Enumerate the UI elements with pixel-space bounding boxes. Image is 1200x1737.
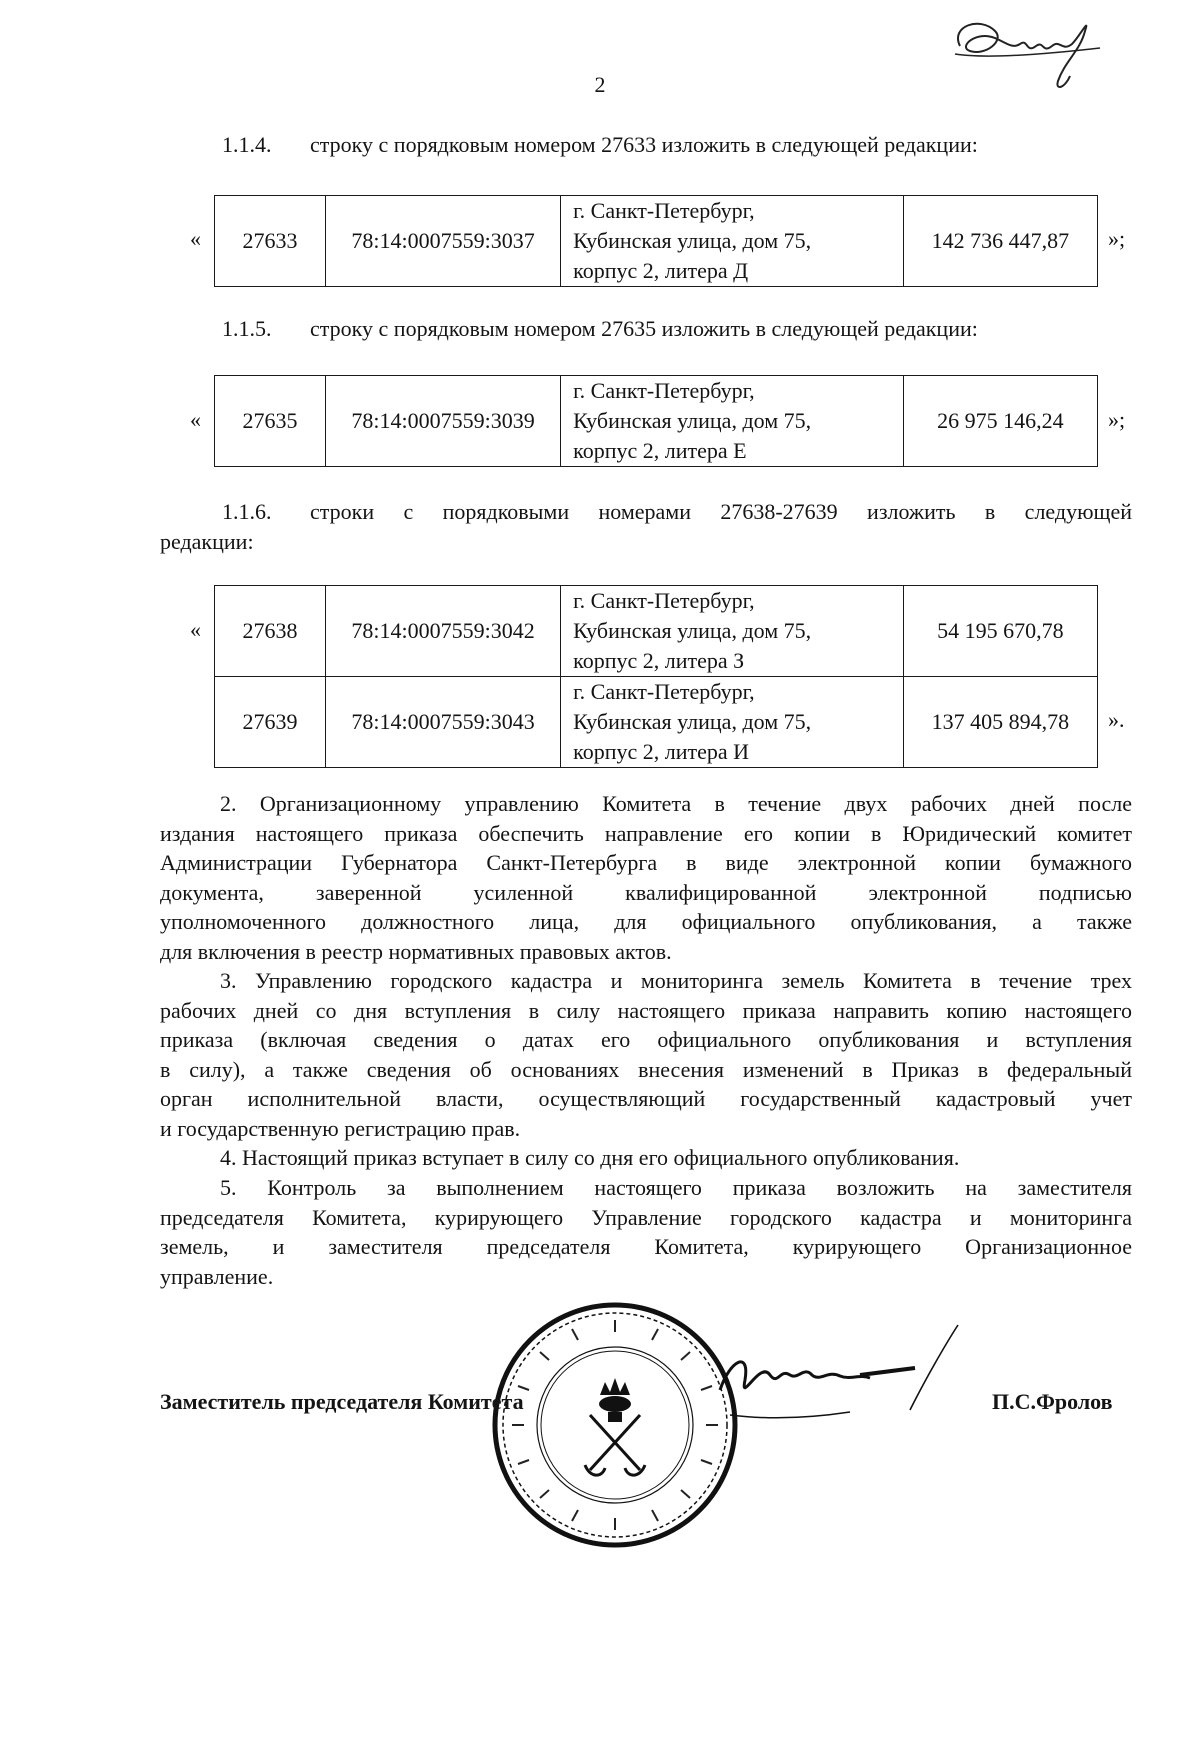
paragraph-5 [160,1173,1132,1291]
item-text: строку с порядковым номером 27633 изложить в следующей редакции: [310,132,978,157]
address-line: Кубинская улица, дом 75, [573,228,812,253]
address-line: г. Санкт-Петербург, [573,198,755,223]
item-continuation: редакции: [160,529,254,554]
paragraph-3 [160,966,1132,1143]
item-1-1-5 [0,314,1200,344]
item-text: строку с порядковым номером 27635 изложить в следующей редакции: [310,316,978,341]
register-table-27633 [214,195,1098,287]
table-row [215,677,1098,768]
paragraph-line: и государственную регистрацию прав. [160,1115,521,1141]
item-number: 1.1.4. [222,132,272,157]
address-line: Кубинская улица, дом 75, [573,709,812,734]
address-cell [561,376,904,467]
item-1-1-6 [0,497,1200,527]
page-number: 2 [594,72,606,97]
item-number: 1.1.5. [222,316,272,341]
paragraph-line: 4. Настоящий приказ вступает в силу со дня его официального опубликования. [220,1145,960,1170]
quote-close: »; [1108,407,1126,432]
register-table-27635 [214,375,1098,467]
row-number-cell: 27633 [215,196,326,287]
signer-position: Заместитель председателя Комитета [160,1389,524,1414]
signer-name: П.С.Фролов [992,1389,1113,1414]
cadastral-value-cell: 26 975 146,24 [903,376,1097,467]
address-line: Кубинская улица, дом 75, [573,408,812,433]
cadastral-value-cell: 137 405 894,78 [903,677,1097,768]
paragraph-line: управление. [160,1263,274,1289]
paragraph-line: рабочих дней со дня вступления в силу настоящего приказа направить копию настоящего [160,997,1132,1023]
paragraph-line: 2. Организационному управлению Комитета в течение двух рабочих дней после [220,791,1132,816]
paragraph-line: приказа (включая сведения о датах его официального опубликования и вступления [160,1027,1132,1052]
address-line: корпус 2, литера Е [573,438,747,463]
address-cell [561,196,904,287]
paragraph-line: для включения в реестр нормативных правовых актов. [160,938,672,964]
address-line: г. Санкт-Петербург, [573,588,755,613]
paragraph-line: 3. Управлению городского кадастра и мониторинга земель Комитета в течение трех [220,968,1132,993]
address-line: корпус 2, литера Д [573,258,749,283]
table-row [215,376,1098,467]
address-line: корпус 2, литера И [573,739,750,764]
register-table-27638-27639 [214,585,1098,768]
cadastral-value-cell: 54 195 670,78 [903,586,1097,677]
cadastral-number-cell: 78:14:0007559:3039 [326,376,561,467]
paragraph-line: председателя Комитета, курирующего Управление городского кадастра и мониторинга [160,1204,1132,1230]
table-row [215,196,1098,287]
cadastral-number-cell: 78:14:0007559:3042 [326,586,561,677]
paragraph-line: уполномоченного должностного лица, для официального опубликования, а также [160,909,1132,934]
item-number: 1.1.6. [222,499,272,524]
row-number-cell: 27639 [215,677,326,768]
address-line: Кубинская улица, дом 75, [573,618,812,643]
paragraph-2 [160,789,1132,966]
cadastral-number-cell: 78:14:0007559:3043 [326,677,561,768]
address-line: г. Санкт-Петербург, [573,679,755,704]
cadastral-number-cell: 78:14:0007559:3037 [326,196,561,287]
quote-open: « [190,407,201,432]
quote-open: « [190,617,201,642]
row-number-cell: 27638 [215,586,326,677]
item-1-1-4 [0,130,1200,160]
paragraph-line: земель, и заместителя председателя Комитета, курирующего Организационное [160,1234,1132,1259]
quote-close: »; [1108,226,1126,251]
item-text: строки с порядковыми номерами 27638-27639 изложить в следующей [310,499,1132,524]
address-cell [561,586,904,677]
address-line: корпус 2, литера З [573,648,745,673]
paragraph-line: документа, заверенной усиленной квалифицированной электронной подписью [160,879,1132,905]
paragraph-line: Администрации Губернатора Санкт-Петербурга в виде электронной копии бумажного [160,850,1132,875]
paragraph-4 [160,1143,1132,1173]
quote-close: ». [1108,707,1125,732]
paragraph-line: издания настоящего приказа обеспечить направление его копии в Юридический комитет [160,820,1132,846]
paragraph-line: 5. Контроль за выполнением настоящего приказа возложить на заместителя [220,1175,1132,1200]
address-line: г. Санкт-Петербург, [573,378,755,403]
address-cell [561,677,904,768]
cadastral-value-cell: 142 736 447,87 [903,196,1097,287]
handwritten-signature [700,1320,960,1430]
row-number-cell: 27635 [215,376,326,467]
table-row [215,586,1098,677]
paragraph-line: в силу), а также сведения об основаниях внесения изменений в Приказ в федеральный [160,1056,1132,1082]
paragraph-line: орган исполнительной власти, осуществляющий государственный кадастровый учет [160,1086,1132,1111]
quote-open: « [190,226,201,251]
